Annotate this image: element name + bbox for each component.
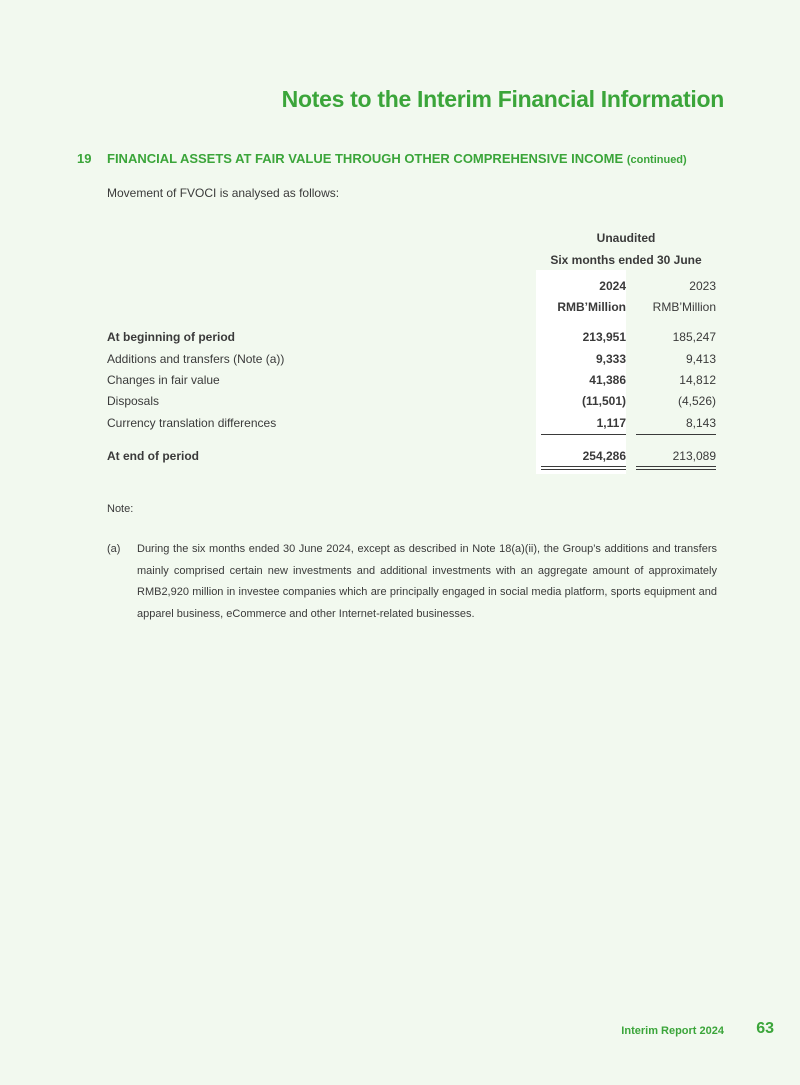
value-2023: (4,526): [677, 394, 716, 408]
column-unit-2024: RMB’Million: [557, 300, 626, 314]
total-double-rule-2023: [636, 469, 716, 470]
row-label: Changes in fair value: [107, 373, 220, 387]
table-row: [107, 352, 716, 370]
page-number: 63: [756, 1020, 774, 1037]
value-2024: (11,501): [581, 394, 626, 408]
column-unit-2023: RMB’Million: [652, 300, 716, 314]
footer-report-name: Interim Report 2024: [621, 1025, 724, 1037]
period-header: Six months ended 30 June: [550, 253, 702, 267]
value-2023: 9,413: [685, 352, 716, 366]
value-2024: 9,333: [595, 352, 626, 366]
table-row: [107, 394, 716, 412]
note-item: [107, 539, 717, 625]
table-row-total: [107, 449, 716, 467]
table-row: [107, 373, 716, 391]
value-2023: 8,143: [685, 416, 716, 430]
note-text: During the six months ended 30 June 2024, except as described in Note 18(a)(ii), the Group’s additions and transfers mainly comprised certain new investments and additional investments with an aggregate amount of approximately RMB2,920 million in investee companies which are principally engaged in social media platform, sports equipment and apparel business, eCommerce and other Internet-related businesses.: [137, 543, 717, 620]
value-2024: 254,286: [582, 449, 626, 463]
subtotal-rule-2023: [636, 434, 716, 435]
note-marker: (a): [107, 543, 121, 555]
table-row: [107, 416, 716, 434]
column-year-2023: 2023: [689, 279, 716, 293]
table-row: [107, 330, 716, 348]
value-2023: 14,812: [679, 373, 716, 387]
note-title: Note:: [107, 503, 134, 515]
row-label: Additions and transfers (Note (a)): [107, 352, 285, 366]
section-intro: Movement of FVOCI is analysed as follows:: [107, 186, 340, 200]
subtotal-rule-2024: [541, 434, 626, 435]
section-title: FINANCIAL ASSETS AT FAIR VALUE THROUGH OTHER COMPREHENSIVE INCOME: [107, 151, 624, 166]
row-label: Currency translation differences: [107, 416, 277, 430]
audit-status: Unaudited: [596, 231, 656, 245]
section-number: 19: [77, 151, 92, 166]
value-2024: 1,117: [596, 416, 626, 430]
column-year-2024: 2024: [599, 279, 626, 293]
total-double-rule-2024: [541, 469, 626, 470]
total-double-rule-2023: [636, 466, 716, 467]
value-2024: 41,386: [589, 373, 626, 387]
section-heading: [77, 151, 687, 166]
page-header-title: Notes to the Interim Financial Information: [281, 86, 724, 112]
row-label: At beginning of period: [107, 330, 235, 344]
row-label: At end of period: [107, 449, 199, 463]
section-continued: (continued): [626, 154, 687, 166]
value-2023: 213,089: [672, 449, 716, 463]
value-2024: 213,951: [582, 330, 626, 344]
value-2023: 185,247: [672, 330, 716, 344]
total-double-rule-2024: [541, 466, 626, 467]
row-label: Disposals: [107, 394, 160, 408]
